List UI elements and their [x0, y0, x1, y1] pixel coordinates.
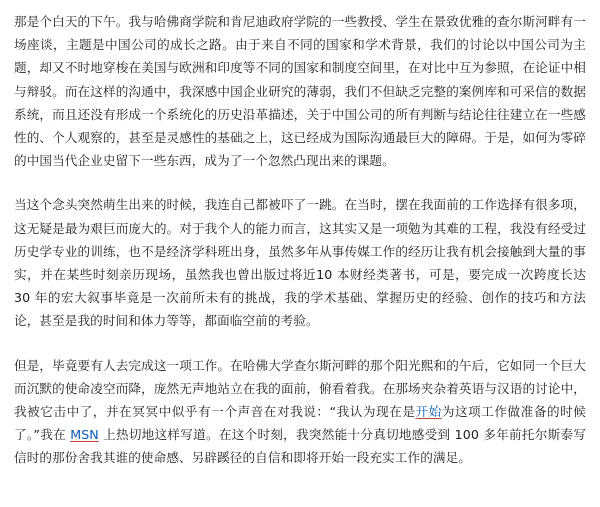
paragraph-3-segment-2: “我认为现在是 [329, 404, 416, 420]
paragraph-3-segment-4: 为这项工作做准备的时候了。” [14, 404, 586, 443]
paragraph-3-segment-7: 上热切地这样写道。在这个时刻，我突然能十分真切地感受到 100 多年前托尔斯泰写信时的那份舍我其谁的使命感、另辟蹊径的自信和即将开始一段充实工作的满足。 [14, 427, 586, 466]
paragraph-3-segment-5: 我在 [40, 427, 71, 443]
paragraph-1: 那是个白天的下午。我与哈佛商学院和肯尼迪政府学院的一些教授、学生在景致优雅的查尔斯河畔有一场座谈，主题是中国公司的成长之路。由于来自不同的国家和学术背景，我们的讨论以中国公司为主题，却又不时地穿梭在美国与欧洲和印度等不同的国家和制度空间里，在对比中互为参照，在论证中相与辩驳。而在这样的沟通中，我深感中国企业研究的薄弱，我们不但缺乏完整的案例库和可采信的数据系统，而且还没有形成一个系统化的历史沿革描述，关于中国公司的所有判断与结论往往建立在一些感性的、个人观察的，甚至是灵感性的基础之上，这已经成为国际沟通最巨大的障碍。于是，如何为零碎的中国当代企业史留下一些东西，成为了一个忽然凸现出来的课题。 [14, 14, 586, 169]
paragraph-3 [14, 354, 586, 470]
paragraph-2: 当这个念头突然萌生出来的时候，我连自己都被吓了一跳。在当时，摆在我面前的工作选择有很多项，这无疑是最为艰巨而庞大的。对于我个人的能力而言，这其实又是一项勉为其难的工程，我没有经受过历史学专业的训练，也不是经济学科班出身，虽然多年从事传媒工作的经历让我有机会接触到大量的事实，并在某些时刻亲历现场，虽然我也曾出版过将近10 本财经类著书，可是，要完成一次跨度长达 30 年的宏大叙事毕竟是一次前所未有的挑战，我的学术基础、掌握历史的经验、创作的技巧和方法论，甚至是我的时间和体力等等，都面临空前的考验。 [14, 197, 586, 329]
paragraph-3-segment-1: 但是，毕竟要有人去完成这一项工作。在哈佛大学查尔斯河畔的那个阳光熙和的午后，它如同一个巨大而沉默的使命凌空而降，庞然无声地站立在我的面前，俯看着我。在那场夹杂着英语与汉语的讨论中，我被它击中了，并在冥冥中似乎有一个声音在对我说： [14, 357, 586, 420]
inline-link-msn[interactable]: MSN [70, 427, 99, 443]
inline-link-start[interactable]: 开始 [415, 404, 442, 420]
